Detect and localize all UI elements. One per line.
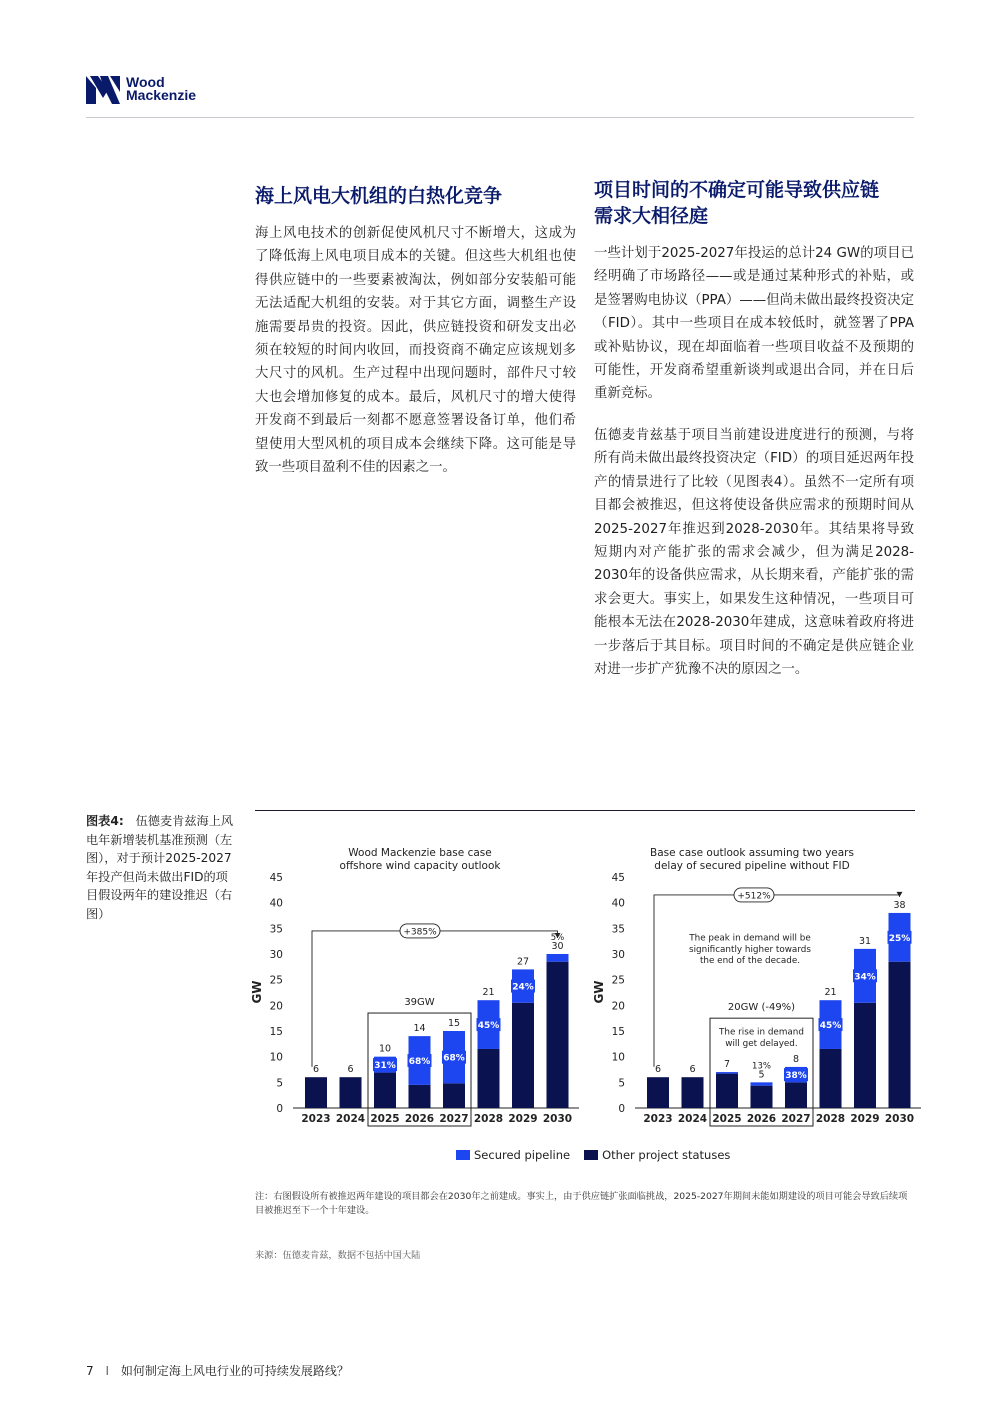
total-label-2027: 15 xyxy=(447,1018,461,1029)
page-footer xyxy=(86,1362,349,1379)
growth-label: +512% xyxy=(737,891,771,902)
total-label-2023: 6 xyxy=(654,1064,662,1076)
right-paragraph-1: 一些计划于2025-2027年投运的总计24 GW的项目已经明确了市场路径——或是通过某种形式的补贴，或是签署购电协议（PPA）——但尚未做出最终投资决定（FID）。其中一些项目在成本较低时，就签署了PPA或补贴协议，现在却面临着一些项目收益不及预期的可能性，开发商希望重新谈判或退出合同，并在日后重新竞标。 xyxy=(594,246,914,402)
x-tick-label-2023: 2023 xyxy=(301,1113,331,1125)
y-axis-label: GW xyxy=(592,980,606,1004)
total-label-2024: 6 xyxy=(347,1064,354,1076)
x-tick-label-2029: 2029 xyxy=(508,1113,538,1125)
annotation-delay-line-1: The rise in demand xyxy=(719,1027,804,1038)
pct-label-2028: 45% xyxy=(477,1021,500,1032)
y-tick-label: 25 xyxy=(611,974,625,987)
x-tick-label-2026: 2026 xyxy=(746,1113,777,1125)
logo-line-1: Wood xyxy=(126,74,165,90)
chart-title-line-1: Wood Mackenzie base case xyxy=(348,847,492,859)
figure-source: 来源：伍德麦肯兹，数据不包括中国大陆 xyxy=(255,1250,421,1261)
growth-arrow-head xyxy=(897,892,903,897)
total-label-2029: 31 xyxy=(858,935,872,947)
bar-other-2029 xyxy=(512,1003,534,1108)
footer-separator: I xyxy=(105,1364,110,1378)
right-heading-line-2: 需求大相径庭 xyxy=(594,205,709,227)
x-tick-label-2024: 2024 xyxy=(677,1113,708,1125)
right-paragraph-2: 伍德麦肯兹基于项目当前建设进度进行的预测，与将所有尚未做出最终投资决定（FID）的项目延迟两年投产的情景进行了比较（见图表4）。虽然不一定所有项目都会被推迟，但这将使设备供应需求的预期时间从2025-2027年推迟到2028-2030年。其结果将导致短期内对产能扩张的需求会减少，但为满足2028-2030年的设备供应需求，从长期来看，产能扩张的需求会更大。事实上，如果发生这种情况，一些项目可能根本无法在2028-2030年建成，这意味着政府将进一步落后于其目标。项目时间的不确定是供应链企业对进一步扩产犹豫不决的原因之一。 xyxy=(594,428,914,678)
annotation-peak-line-1: The peak in demand will be xyxy=(689,933,811,944)
y-tick-label: 5 xyxy=(276,1077,283,1090)
figure-caption-text: 伍德麦肯兹海上风电年新增装机基准预测（左图），对于预计2025-2027年投产但尚未做出FID的项目假设两年的建设推迟（右图） xyxy=(86,814,234,921)
bracket-label: 39GW xyxy=(404,997,435,1009)
chart-title-line-1: Base case outlook assuming two years xyxy=(650,847,854,859)
y-tick-label: 15 xyxy=(269,1026,283,1038)
legend-swatch-secured xyxy=(456,1150,470,1160)
y-tick-label: 25 xyxy=(269,974,283,987)
bar-secured-2025 xyxy=(716,1072,738,1074)
y-tick-label: 20 xyxy=(269,1000,283,1013)
logo-line-2: Mackenzie xyxy=(126,87,197,103)
y-tick-label: 40 xyxy=(269,897,283,910)
logo-mark-icon xyxy=(86,74,120,104)
y-tick-label: 40 xyxy=(611,897,625,910)
pct-label-2025: 31% xyxy=(374,1061,396,1072)
bar-other-2025 xyxy=(374,1073,396,1108)
page-number: 7 xyxy=(86,1364,94,1378)
x-tick-label-2024: 2024 xyxy=(335,1113,366,1125)
y-tick-label: 35 xyxy=(269,923,283,936)
bar-other-2023 xyxy=(647,1077,669,1108)
pct-label-2027: 38% xyxy=(785,1071,807,1082)
bar-other-2024 xyxy=(340,1077,362,1108)
bracket-label: 20GW (-49%) xyxy=(727,1002,796,1014)
figure-note: 注：右图假设所有被推迟两年建设的项目都会在2030年之前建成。事实上，由于供应链扩张面临挑战，2025-2027年期间未能如期建设的项目可能会导致后续项目被推迟至下一个十年建设。 xyxy=(255,1191,908,1216)
pct-label-2029: 34% xyxy=(854,972,876,983)
bar-other-2028 xyxy=(820,1049,842,1108)
bar-secured-2030 xyxy=(547,954,569,962)
figure-divider xyxy=(255,810,915,811)
bar-other-2026 xyxy=(751,1086,773,1108)
y-tick-label: 0 xyxy=(618,1103,625,1115)
legend-label-secured: Secured pipeline xyxy=(474,1148,571,1162)
chart-left xyxy=(248,840,573,1140)
bar-other-2028 xyxy=(478,1049,500,1108)
left-paragraph: 海上风电技术的创新促使风机尺寸不断增大，这成为了降低海上风电项目成本的关键。但这些大机组也使得供应链中的一些要素被淘汰，例如部分安装船可能无法适配大机组的安装。对于其它方面，调整生产设施需要昂贵的投资。因此，供应链投资和研发支出必须在较短的时间内收回，而投资商不确定应该规划多大尺寸的风机。生产过程中出现问题时，部件尺寸较大也会增加修复的成本。最后，风机尺寸的增大使得开发商不到最后一刻都不愿意签署设备订单，他们希望使用大型风机的项目成本会继续下降。这可能是导致一些项目盈利不佳的因素之一。 xyxy=(255,226,576,476)
growth-label: +385% xyxy=(403,927,437,938)
y-tick-label: 5 xyxy=(618,1077,625,1090)
y-tick-label: 35 xyxy=(611,923,625,936)
wood-mackenzie-logo xyxy=(86,74,196,104)
bar-other-2026 xyxy=(409,1085,431,1108)
total-label-2024: 6 xyxy=(689,1064,696,1076)
y-tick-label: 15 xyxy=(611,1026,625,1038)
pct-label-2026: 68% xyxy=(408,1057,431,1068)
footer-title: 如何制定海上风电行业的可持续发展路线？ xyxy=(120,1364,349,1378)
legend-item-other xyxy=(584,1148,730,1162)
total-label-2030: 30 xyxy=(551,941,564,952)
chart-title-line-2: offshore wind capacity outlook xyxy=(339,860,501,872)
y-tick-label: 30 xyxy=(611,949,625,961)
figure-caption xyxy=(86,812,240,923)
total-label-2030: 38 xyxy=(893,899,906,911)
y-tick-label: 30 xyxy=(269,949,283,961)
x-tick-label-2026: 2026 xyxy=(404,1113,435,1125)
pct-label-2026: 13% xyxy=(752,1061,771,1072)
y-tick-label: 10 xyxy=(269,1051,283,1064)
total-label-2029: 27 xyxy=(516,956,530,968)
bar-other-2030 xyxy=(547,962,569,1108)
chart-right xyxy=(590,840,915,1140)
y-tick-label: 0 xyxy=(276,1103,283,1115)
x-tick-label-2027: 2027 xyxy=(439,1113,469,1125)
bar-other-2027 xyxy=(785,1082,807,1108)
pct-label-2027: 68% xyxy=(443,1053,465,1064)
annotation-peak-line-3: the end of the decade. xyxy=(699,956,801,967)
left-heading: 海上风电大机组的白热化竞争 xyxy=(255,185,503,207)
x-tick-label-2028: 2028 xyxy=(473,1113,504,1125)
x-tick-label-2023: 2023 xyxy=(643,1113,673,1125)
chart-title-line-2: delay of secured pipeline without FID xyxy=(654,860,850,872)
y-axis-label: GW xyxy=(250,980,264,1004)
right-heading-line-1: 项目时间的不确定可能导致供应链 xyxy=(594,179,880,201)
x-tick-label-2029: 2029 xyxy=(850,1113,880,1125)
x-tick-label-2027: 2027 xyxy=(781,1113,811,1125)
total-label-2026: 5 xyxy=(758,1069,765,1081)
bar-secured-2026 xyxy=(751,1082,773,1085)
bar-other-2027 xyxy=(443,1083,465,1108)
annotation-delay-line-2: will get delayed. xyxy=(725,1038,798,1049)
pct-label-2028: 45% xyxy=(819,1021,842,1032)
total-label-2028: 21 xyxy=(824,987,837,999)
pct-label-2029: 24% xyxy=(512,982,534,993)
x-tick-label-2030: 2030 xyxy=(884,1113,915,1125)
y-tick-label: 20 xyxy=(611,1000,625,1013)
total-label-2027: 8 xyxy=(792,1053,800,1065)
figure-caption-label: 图表4: xyxy=(86,814,124,828)
bar-other-2025 xyxy=(716,1074,738,1108)
x-tick-label-2030: 2030 xyxy=(542,1113,573,1125)
legend-label-other: Other project statuses xyxy=(602,1148,731,1162)
right-heading xyxy=(594,177,924,229)
total-label-2028: 21 xyxy=(482,987,495,999)
legend-swatch-other xyxy=(584,1150,598,1160)
total-label-2023: 6 xyxy=(312,1064,320,1076)
pct-label-2030: 25% xyxy=(888,933,911,944)
pct-label-2030: 5% xyxy=(550,933,565,943)
y-tick-label: 10 xyxy=(611,1051,625,1064)
x-tick-label-2025: 2025 xyxy=(712,1113,742,1125)
total-label-2025: 10 xyxy=(378,1043,392,1055)
y-tick-label: 45 xyxy=(269,872,283,884)
total-label-2025: 7 xyxy=(723,1059,731,1071)
legend-item-secured xyxy=(456,1148,570,1162)
total-label-2026: 14 xyxy=(413,1023,426,1035)
header-divider xyxy=(86,117,914,118)
bar-other-2023 xyxy=(305,1077,327,1108)
annotation-peak-line-2: significantly higher towards xyxy=(689,944,811,955)
x-tick-label-2025: 2025 xyxy=(370,1113,400,1125)
x-tick-label-2028: 2028 xyxy=(815,1113,846,1125)
y-tick-label: 45 xyxy=(611,872,625,884)
bar-other-2030 xyxy=(889,962,911,1108)
bar-other-2024 xyxy=(682,1077,704,1108)
bar-other-2029 xyxy=(854,1003,876,1108)
chart-legend xyxy=(456,1148,744,1162)
